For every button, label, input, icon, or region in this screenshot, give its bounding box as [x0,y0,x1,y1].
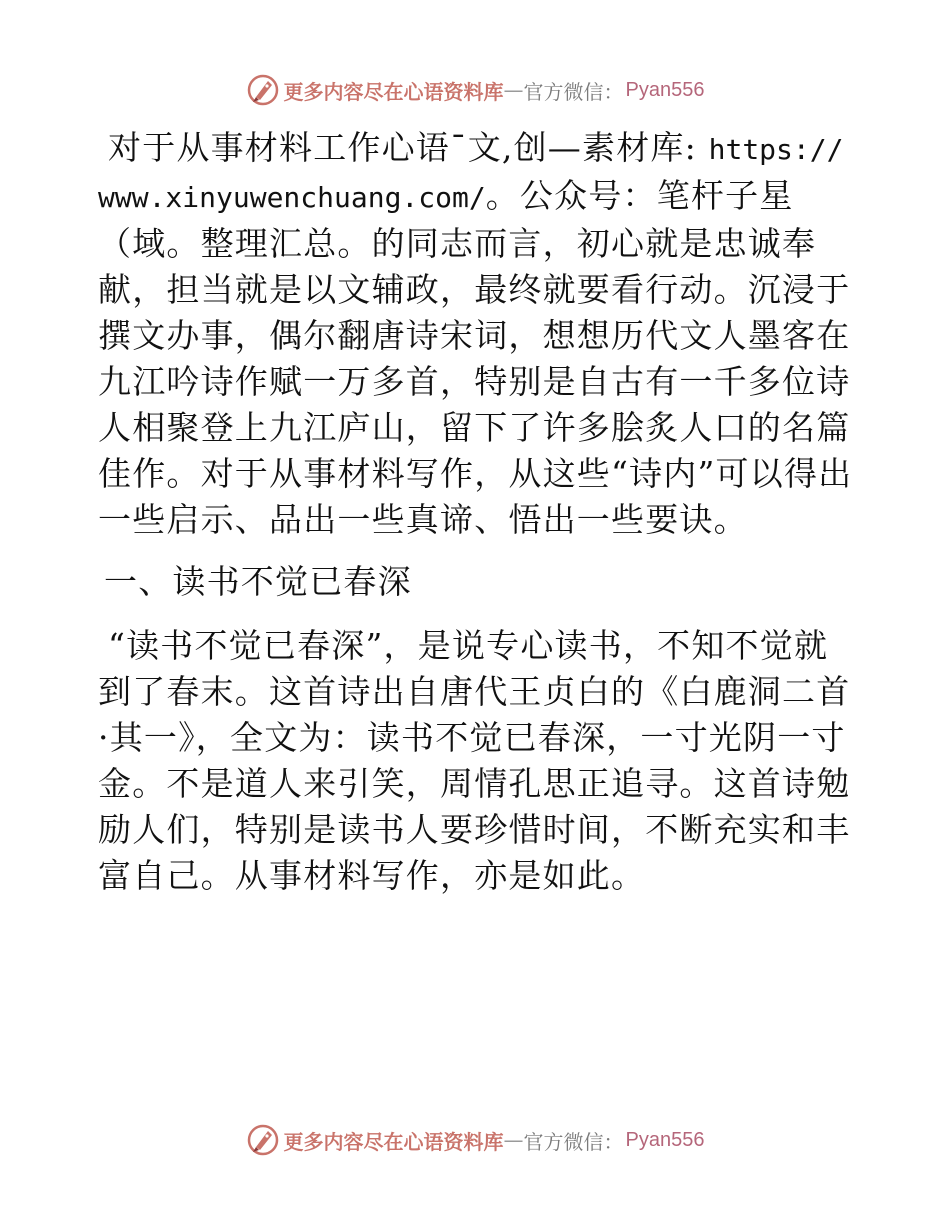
section-heading: 一、读书不觉已春深 [104,562,412,601]
intro-text-part1: 对于从事材料工作心语¯文,创—素材库: [108,128,709,167]
header-wechat-handle: Pyan556 [625,78,705,101]
header-banner [0,70,950,110]
footer-banner [0,1120,950,1160]
header-separator: — [503,78,524,102]
footer-official-label: 官方微信： [523,1129,624,1154]
section-paragraph: “读书不觉已春深”，是说专心读书，不知不觉就到了春末。这首诗出自唐代王贞白的《白鹿洞二首·其一》，全文为：读书不觉已春深，一寸光阴一寸金。不是道人来引笑，周情孔思正追寻。这首诗勉励人们，特别是读书人要珍惜时间，不断充实和丰富自己。从事材料写作，亦是如此。 [98,626,851,895]
header-official-label: 官方微信： [523,79,624,104]
footer-separator: — [503,1128,524,1152]
intro-text-part2: 。公众号：笔杆子星（域。整理汇总。的同志而言，初心就是忠诚奉献，担当就是以文辅政，最终就要看行动。沉浸于撰文办事，偶尔翻唐诗宋词，想想历代文人墨客在九江吟诗作赋一万多首，特别是自古有一千多位诗人相聚登上九江庐山，留下了许多脍炙人口的名篇佳作。对于从事材料写作，从这些“诗内”可以得出一些启示、品出一些真谛、悟出一些要诀。 [98,176,853,539]
footer-wechat-handle: Pyan556 [625,1128,705,1151]
intro-url: https://www.xinyuwenchuang.com/ [98,133,844,214]
header-brand-text: 更多内容尽在心语资料库 [283,79,504,104]
document-body [98,125,858,899]
footer-brand-text: 更多内容尽在心语资料库 [283,1129,504,1154]
header-banner-text [284,76,705,105]
pen-nib-logo-icon [246,73,280,107]
intro-paragraph [98,125,858,543]
footer-banner-text [284,1126,705,1155]
pen-nib-logo-icon [246,1123,280,1157]
